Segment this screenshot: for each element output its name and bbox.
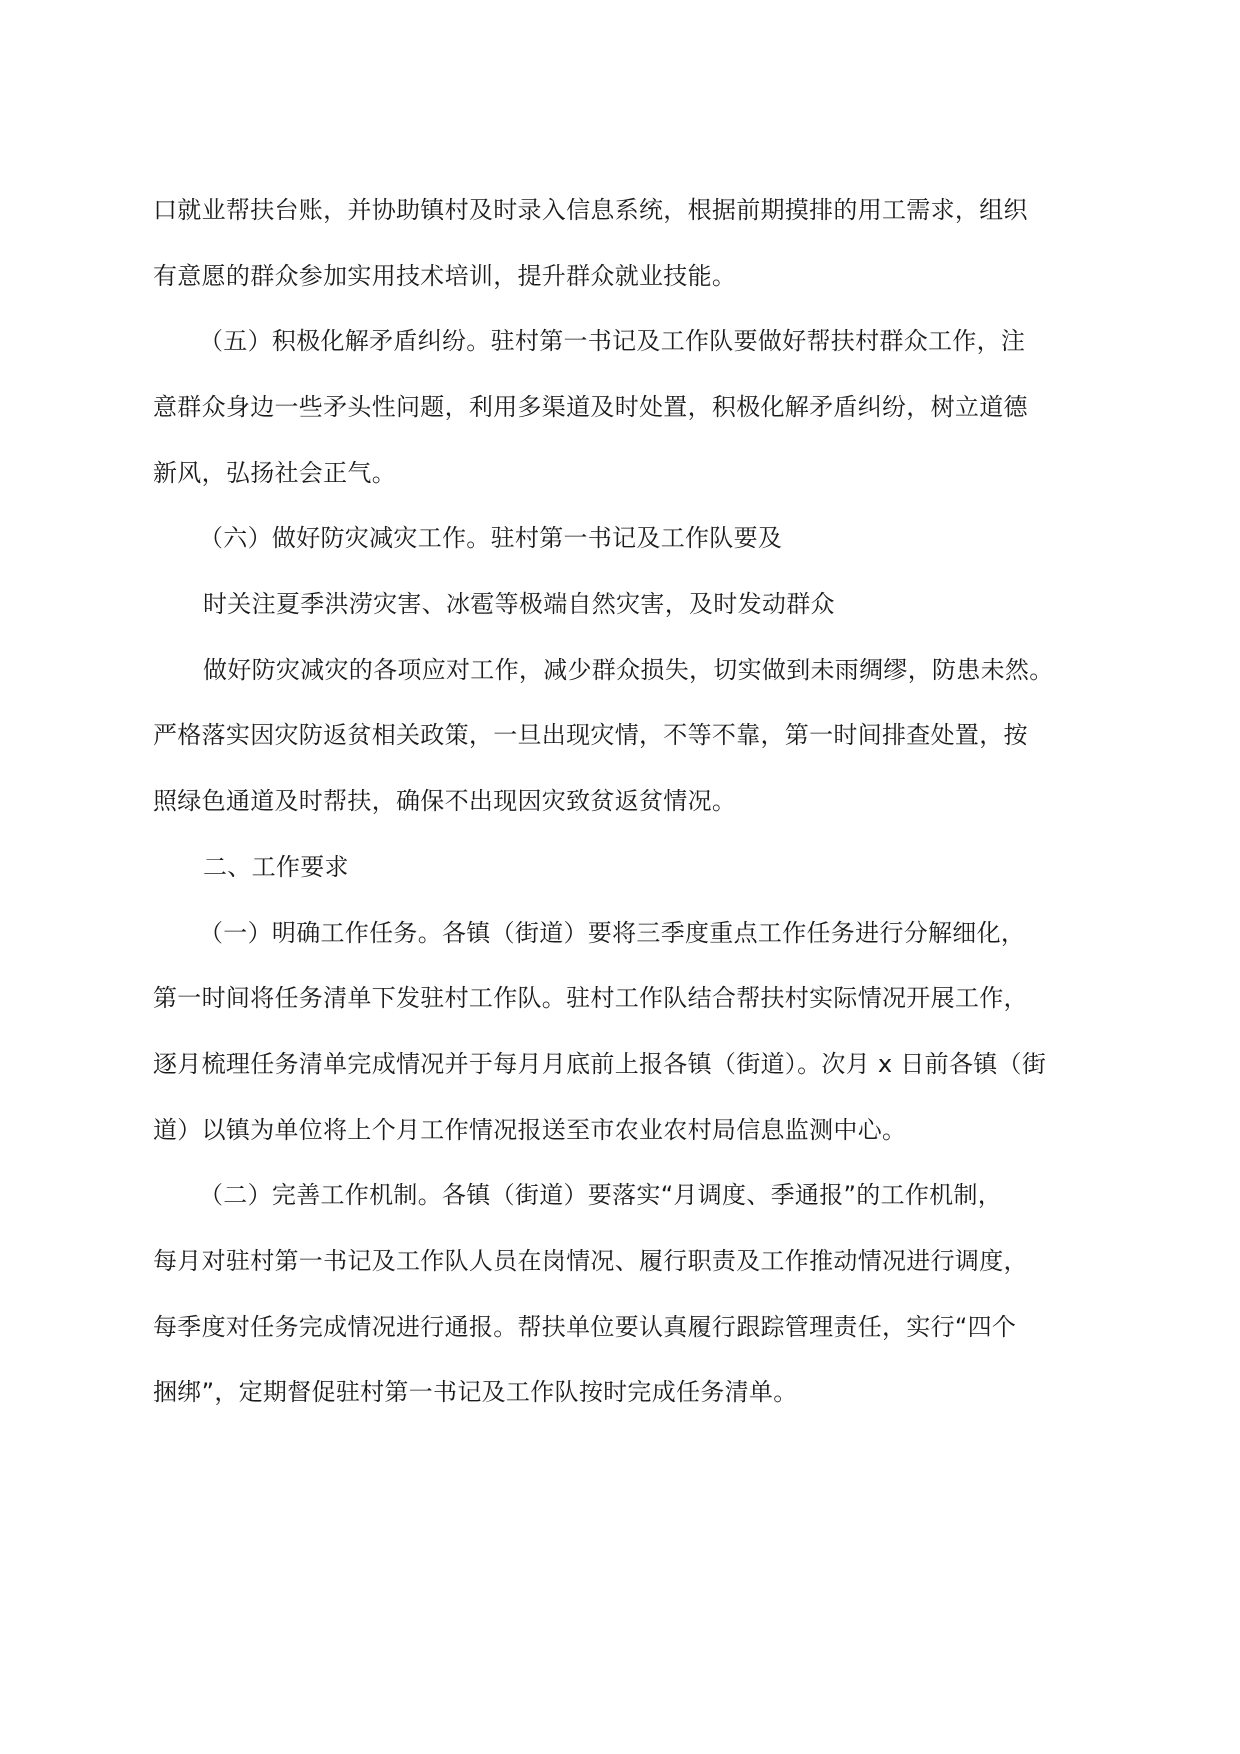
text-line: 做好防灾减灾的各项应对工作，减少群众损失，切实做到未雨绸缪，防患未然。 (203, 656, 1054, 684)
text-line: 逐月梳理任务清单完成情况并于每月月底前上报各镇（街道）。次月 x 日前各镇（街 (153, 1050, 1047, 1078)
text-line: （二）完善工作机制。各镇（街道）要落实“月调度、季通报”的工作机制， (199, 1181, 1003, 1209)
text-line: 意群众身边一些矛头性问题，利用多渠道及时处置，积极化解矛盾纠纷，树立道德 (153, 393, 1028, 421)
text-line: 捆绑”，定期督促驻村第一书记及工作队按时完成任务清单。 (153, 1378, 798, 1406)
text-line: 有意愿的群众参加实用技术培训，提升群众就业技能。 (153, 262, 737, 290)
text-line: 每季度对任务完成情况进行通报。帮扶单位要认真履行跟踪管理责任，实行“四个 (153, 1313, 1017, 1341)
text-line: 时关注夏季洪涝灾害、冰雹等极端自然灾害，及时发动群众 (203, 590, 835, 618)
text-line: 严格落实因灾防返贫相关政策，一旦出现灾情，不等不靠，第一时间排查处置，按 (153, 721, 1028, 749)
text-line: 每月对驻村第一书记及工作队人员在岗情况、履行职责及工作推动情况进行调度， (153, 1247, 1028, 1275)
text-line: 口就业帮扶台账，并协助镇村及时录入信息系统，根据前期摸排的用工需求，组织 (153, 196, 1028, 224)
text-line: （五）积极化解矛盾纠纷。驻村第一书记及工作队要做好帮扶村群众工作，注 (199, 327, 1026, 355)
text-line: 照绿色通道及时帮扶，确保不出现因灾致贫返贫情况。 (153, 787, 737, 815)
text-line: 道）以镇为单位将上个月工作情况报送至市农业农村局信息监测中心。 (153, 1116, 907, 1144)
text-line: （六）做好防灾减灾工作。驻村第一书记及工作队要及 (199, 524, 783, 552)
text-line: 新风，弘扬社会正气。 (153, 459, 396, 487)
section-heading: 二、工作要求 (203, 853, 349, 881)
text-line: （一）明确工作任务。各镇（街道）要将三季度重点工作任务进行分解细化， (199, 919, 1026, 947)
text-line: 第一时间将任务清单下发驻村工作队。驻村工作队结合帮扶村实际情况开展工作， (153, 984, 1028, 1012)
